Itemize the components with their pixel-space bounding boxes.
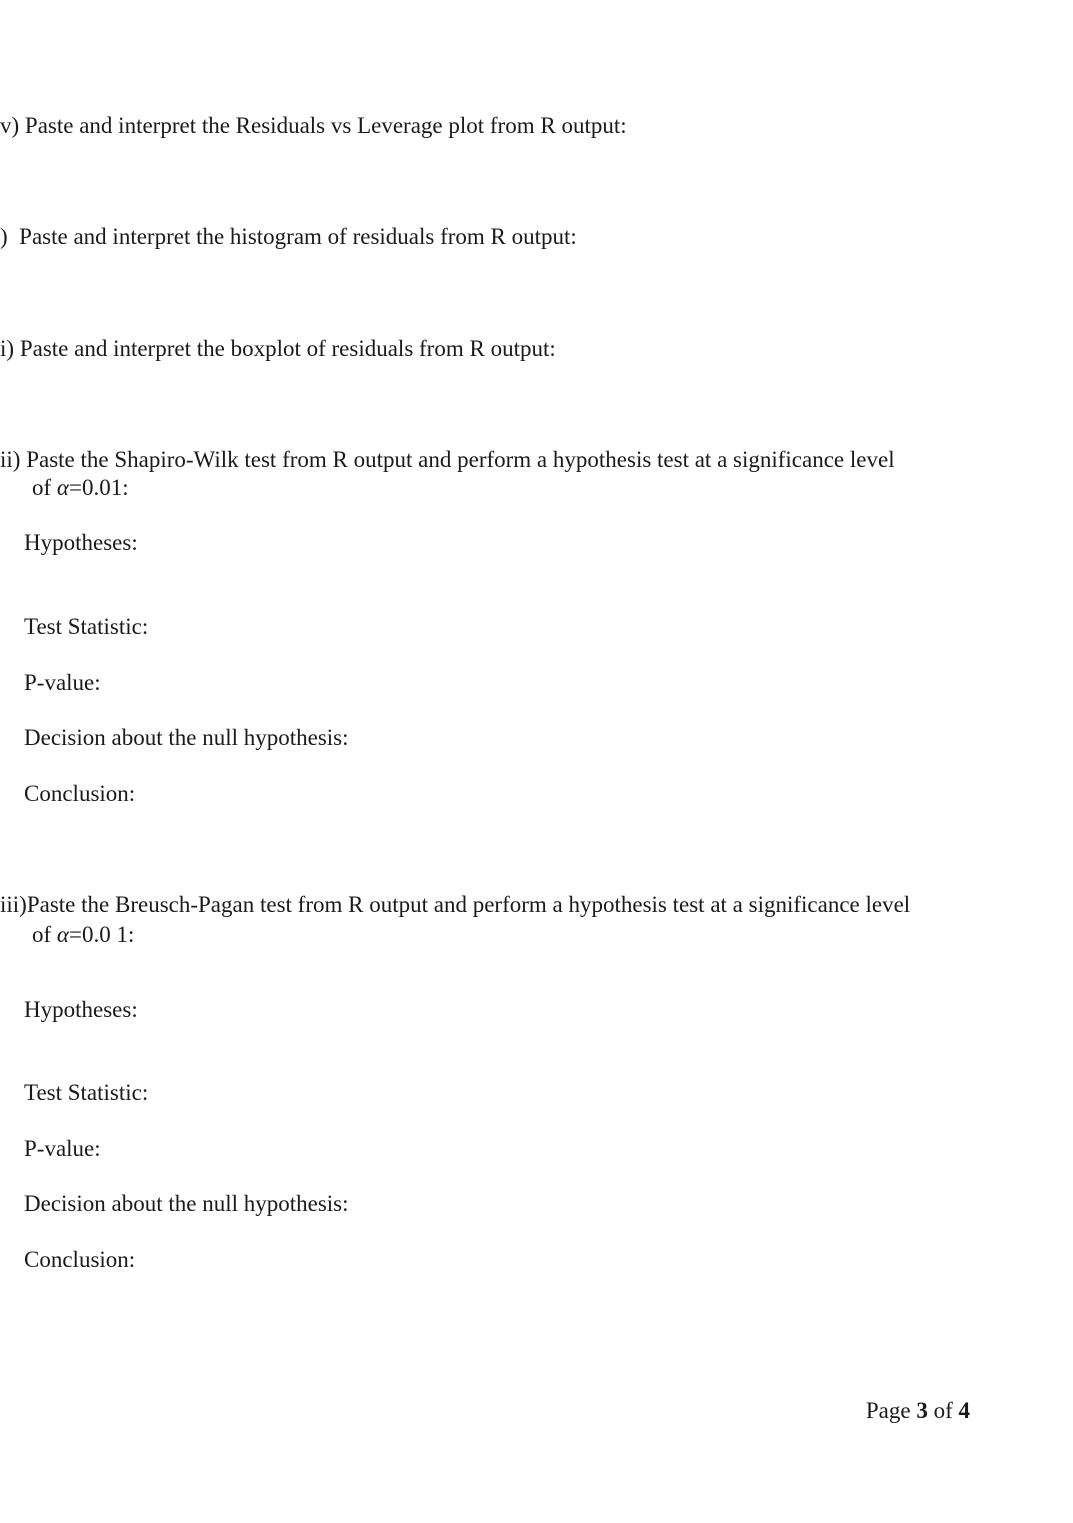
field-p-value: P-value:: [24, 1136, 101, 1161]
field-hypotheses: Hypotheses:: [24, 530, 138, 555]
question-histogram: [0, 225, 577, 248]
current-page: 3: [916, 1398, 928, 1423]
question-label: iii): [0, 892, 27, 917]
field-p-value: P-value:: [24, 670, 101, 695]
question-label: i): [0, 336, 15, 361]
page-word: Page: [865, 1398, 911, 1423]
significance-prefix: of: [32, 475, 57, 500]
of-word: of: [933, 1398, 953, 1423]
significance-suffix: :: [127, 922, 135, 947]
field-conclusion: Conclusion:: [24, 781, 136, 806]
significance-level-line: [32, 476, 129, 499]
field-decision: Decision about the null hypothesis:: [24, 725, 349, 750]
alpha-value: =0.0 1: [69, 922, 128, 947]
question-text: Paste the Breusch-Pagan test from R output and perform a hypothesis test at a significance level: [26, 892, 911, 917]
significance-prefix: of: [32, 922, 57, 947]
question-text: Paste and interpret the boxplot of residuals from R output:: [19, 336, 556, 361]
field-test-statistic: Test Statistic:: [24, 1080, 149, 1105]
question-label: ): [0, 224, 8, 249]
question-text: Paste the Shapiro-Wilk test from R output and perform a hypothesis test at a significance level: [26, 447, 895, 472]
alpha-symbol: α: [56, 922, 69, 947]
field-test-statistic: Test Statistic:: [24, 614, 149, 639]
page-number: [866, 1398, 970, 1424]
field-hypotheses: Hypotheses:: [24, 997, 138, 1022]
total-pages: 4: [958, 1398, 970, 1423]
field-decision: Decision about the null hypothesis:: [24, 1191, 349, 1216]
question-breusch-pagan: [0, 893, 910, 916]
alpha-value: =0.01: [69, 475, 123, 500]
question-shapiro-wilk: [0, 448, 895, 471]
question-residuals-leverage: [0, 114, 627, 137]
question-text: Paste and interpret the histogram of residuals from R output:: [19, 224, 577, 249]
significance-suffix: :: [122, 475, 129, 500]
question-boxplot: [0, 337, 556, 360]
question-label: v): [0, 113, 20, 138]
field-conclusion: Conclusion:: [24, 1247, 136, 1272]
question-label: ii): [0, 447, 21, 472]
question-text: Paste and interpret the Residuals vs Leverage plot from R output:: [24, 113, 627, 138]
alpha-symbol: α: [56, 475, 69, 500]
significance-level-line: [32, 923, 134, 946]
